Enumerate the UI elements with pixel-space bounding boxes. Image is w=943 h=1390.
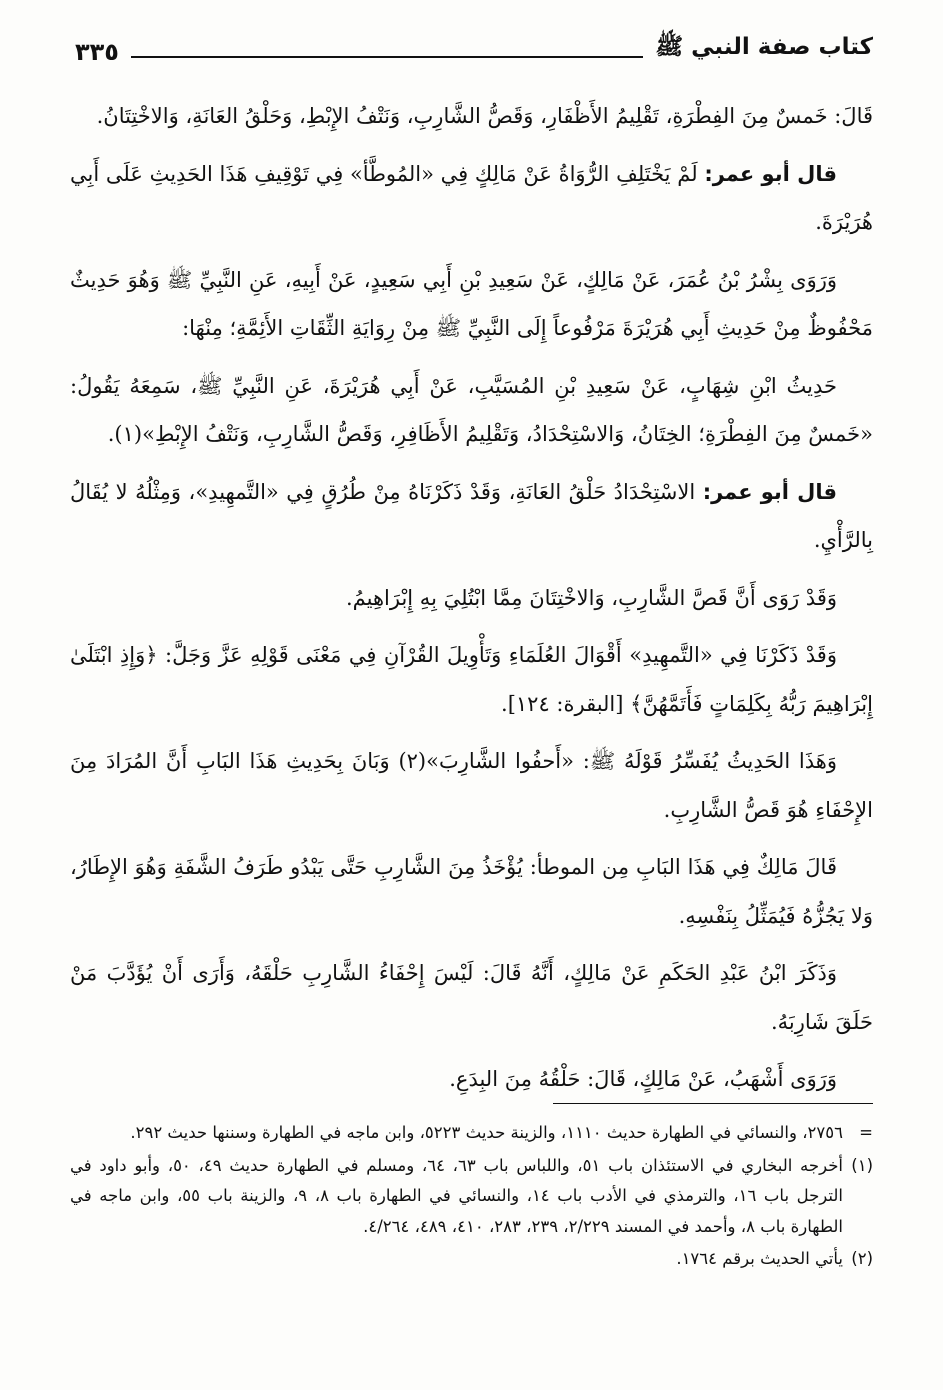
main-text [70,92,873,1113]
paragraph: وَقَدْ ذَكَرْنَا فِي «التَّمهِيدِ» أَقْوَالَ العُلَمَاءِ وَتَأْوِيلَ القُرْآنِ فِي مَعْنَى قَوْلِهِ عَزَّ وَجَلَّ: ﴿وَإِذِ ابْتَلَىٰ إِبْرَاهِيمَ رَبُّهُ بِكَلِمَاتٍ فَأَتَمَّهُنَّ﴾ [البقرة: ١٢٤]. [70,643,873,716]
footnote-mark: (٢) [851,1249,873,1268]
speaker-label: قال أبو عمر: [702,479,837,504]
paragraph: وَرَوَى أَشْهَبُ، عَنْ مَالِكٍ، قَالَ: حَلْقُهُ مِنَ البِدَعِ. [449,1067,837,1091]
footnote-mark: (١) [851,1155,873,1175]
footnotes [70,1118,873,1277]
paragraph: قَالَ: خَمسٌ مِنَ الفِطْرَةِ، تَقْلِيمُ الأَظْفَارِ، وَقَصُّ الشَّارِبِ، وَنَتْفُ الإِبْطِ، وَحَلْقُ العَانَةِ، وَالاخْتِتَانُ. [96,104,873,128]
footnote: (٢)يأتي الحديث برقم ١٧٦٤. [70,1244,873,1275]
footnote: =٢٧٥٦، والنسائي في الطهارة حديث ١١١٠، والزينة حديث ٥٢٢٣، وابن ماجه في الطهارة وسننها حديث ٢٩٢. [70,1118,873,1149]
paragraph: وَقَدْ رَوَى أَنَّ قَصَّ الشَّارِبِ، وَالاخْتِتَانَ مِمَّا ابْتُلِيَ بِهِ إِبْرَاهِيمُ. [345,585,837,610]
page-number: ٣٣٥ [75,38,119,66]
page-header [75,30,873,66]
footnote: (١)أخرجه البخاري في الاستئذان باب ٥١، واللباس باب ٦٣، ٦٤، ومسلم في الطهارة حديث ٤٩، ٥٠، وأبو داود في الترجل باب ١٦، والترمذي في الأدب باب ١٤، والنسائي في الطهارة باب ٨، ٩، والزينة باب ٥٥، وابن ماجه في الطهارة باب ٨، وأحمد في المسند ٢/٢٢٩، ٢٣٩، ٢٨٣، ٤١٠، ٤٨٩، ٤/٢٦٤. [70,1151,873,1243]
header-rule [131,56,643,58]
paragraph: قَالَ مَالِكٌ فِي هَذَا البَابِ مِن الموطأ: يُؤْخَذُ مِنَ الشَّارِبِ حَتَّى يَبْدُو طَرَفُ الشَّفَةِ وَهُوَ الإِطَارُ، وَلا يَجُزُّهُ فَيُمَثِّلُ بِنَفْسِهِ. [70,855,873,928]
footnote-separator [553,1103,873,1104]
paragraph: قال أبو عمر: الاسْتِحْدَادُ حَلْقُ العَانَةِ، وَقَدْ ذَكَرْنَاهُ مِنْ طُرُقٍ فِي «التَّمهِيدِ»، وَمِثْلُهُ لا يُقَالُ بِالرَّأْيِ. [70,479,873,552]
paragraph: وَهَذَا الحَدِيثُ يُفَسِّرُ قَوْلَهُ ﷺ: «أَحفُوا الشَّارِبَ»(٢) وَبَانَ بِحَدِيثِ هَذَا البَابِ أَنَّ المُرَادَ مِنَ الإِحْفَاءِ هُوَ قَصُّ الشَّارِبِ. [70,749,873,822]
paragraph: وَذَكَرَ ابْنُ عَبْدِ الحَكَمِ عَنْ مَالِكٍ، أَنَّهُ قَالَ: لَيْسَ إِحْفَاءُ الشَّارِبِ حَلْقَهُ، وَأَرَى أَنْ يُؤَدَّبَ مَنْ حَلَقَ شَارِبَهُ. [70,961,873,1034]
paragraph: حَدِيثُ ابْنِ شِهَابٍ، عَنْ سَعِيدِ بْنِ المُسَيَّبِ، عَنْ أَبِي هُرَيْرَةَ، عَنِ النَّبِيِّ ﷺ، سَمِعَهُ يَقُولُ: «خَمسٌ مِنَ الفِطْرَةِ؛ الخِتَانُ، وَالاسْتِحْدَادُ، وَتَقْلِيمُ الأَظَافِرِ، وَقَصُّ الشَّارِبِ، وَنَتْفُ الإِبْطِ»(١). [70,373,873,446]
speaker-label: قال أبو عمر: [704,161,837,186]
paragraph: وَرَوَى بِشْرُ بْنُ عُمَرَ، عَنْ مَالِكٍ، عَنْ سَعِيدِ بْنِ أَبِي سَعِيدٍ، عَنْ أَبِيهِ، عَنِ النَّبِيِّ ﷺ وَهُوَ حَدِيثٌ مَحْفُوظٌ مِنْ حَدِيثِ أَبِي هُرَيْرَةَ مَرْفُوعاً إِلَى النَّبِيِّ ﷺ مِنْ رِوَايَةِ الثِّقَاتِ الأَئِمَّةِ؛ مِنْهَا: [70,267,873,340]
paragraph: قال أبو عمر: لَمْ يَخْتَلِفِ الرُّوَاةُ عَنْ مَالِكٍ فِي «المُوطَّأ» فِي تَوْقِيفِ هَذَا الحَدِيثِ عَلَى أَبِي هُرَيْرَةَ. [70,161,873,234]
footnote-mark: = [859,1123,873,1142]
book-title: كتاب صفة النبي ﷺ [655,34,873,60]
